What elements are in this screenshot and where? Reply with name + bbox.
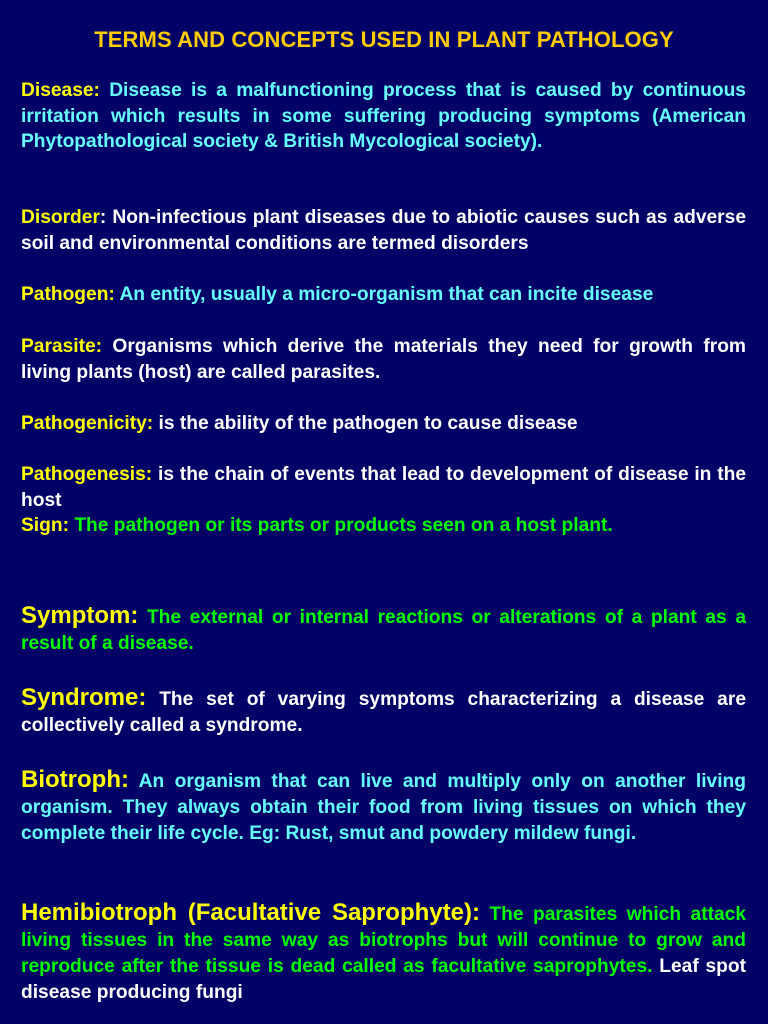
term-disorder: Disorder (21, 207, 100, 228)
term-sign: Sign: (21, 515, 69, 536)
term-pathogenesis: Pathogenesis: (21, 464, 153, 485)
definition-pathogenicity: is the ability of the pathogen to cause disease (158, 413, 578, 434)
term-pathogenicity: Pathogenicity: (21, 413, 154, 434)
definition-parasite: Organisms which derive the materials they need for growth from living plants (host) are called parasites. (21, 336, 746, 383)
entry-syndrome (21, 685, 746, 739)
term-pathogen: Pathogen: (21, 284, 115, 305)
entry-disorder (21, 205, 746, 256)
definition-pathogenesis: is the chain of events that lead to development of disease in the host (21, 464, 746, 511)
definition-hemibiotroph: The parasites which attack living tissues in the same way as biotrophs but will continue to grow and reproduce after the tissue is dead called as facultative saprophytes. (21, 904, 746, 977)
term-hemibiotroph: Hemibiotroph (Facultative Saprophyte): (21, 899, 480, 926)
term-symptom: Symptom: (21, 602, 139, 629)
definition-disorder: : Non-infectious plant diseases due to abiotic causes such as adverse soil and environmental conditions are termed disorders (21, 207, 746, 254)
example-hemibiotroph: Leaf spot disease producing fungi (21, 956, 746, 1003)
definition-sign: The pathogen or its parts or products seen on a host plant. (74, 515, 613, 536)
term-biotroph: Biotroph: (21, 766, 129, 793)
entry-symptom (21, 603, 746, 657)
term-syndrome: Syndrome: (21, 684, 147, 711)
entry-biotroph (21, 767, 746, 847)
definition-symptom: The external or internal reactions or alterations of a plant as a result of a disease. (21, 607, 746, 654)
entry-pathogen (21, 282, 746, 308)
entry-disease (21, 78, 746, 155)
entry-sign (21, 513, 746, 539)
entry-hemibiotroph (21, 900, 746, 1006)
term-disease: Disease: (21, 80, 100, 101)
page-title: TERMS AND CONCEPTS USED IN PLANT PATHOLOGY (94, 27, 674, 52)
definition-biotroph: An organism that can live and multiply only on another living organism. They always obtain their food from living tissues on which they complete their life cycle. Eg: Rust, smut and powdery mildew fungi. (21, 771, 746, 844)
definition-disease: Disease is a malfunctioning process that is caused by continuous irritation which results in some suffering producing symptoms (American Phytopathological society & British Mycological society). (21, 80, 746, 153)
term-parasite: Parasite: (21, 336, 103, 357)
entry-parasite (21, 334, 746, 385)
definition-pathogen: An entity, usually a micro-organism that can incite disease (119, 284, 654, 305)
entry-pathogenesis (21, 462, 746, 513)
entry-pathogenicity (21, 411, 746, 437)
definition-syndrome: The set of varying symptoms characterizing a disease are collectively called a syndrome. (21, 689, 746, 736)
